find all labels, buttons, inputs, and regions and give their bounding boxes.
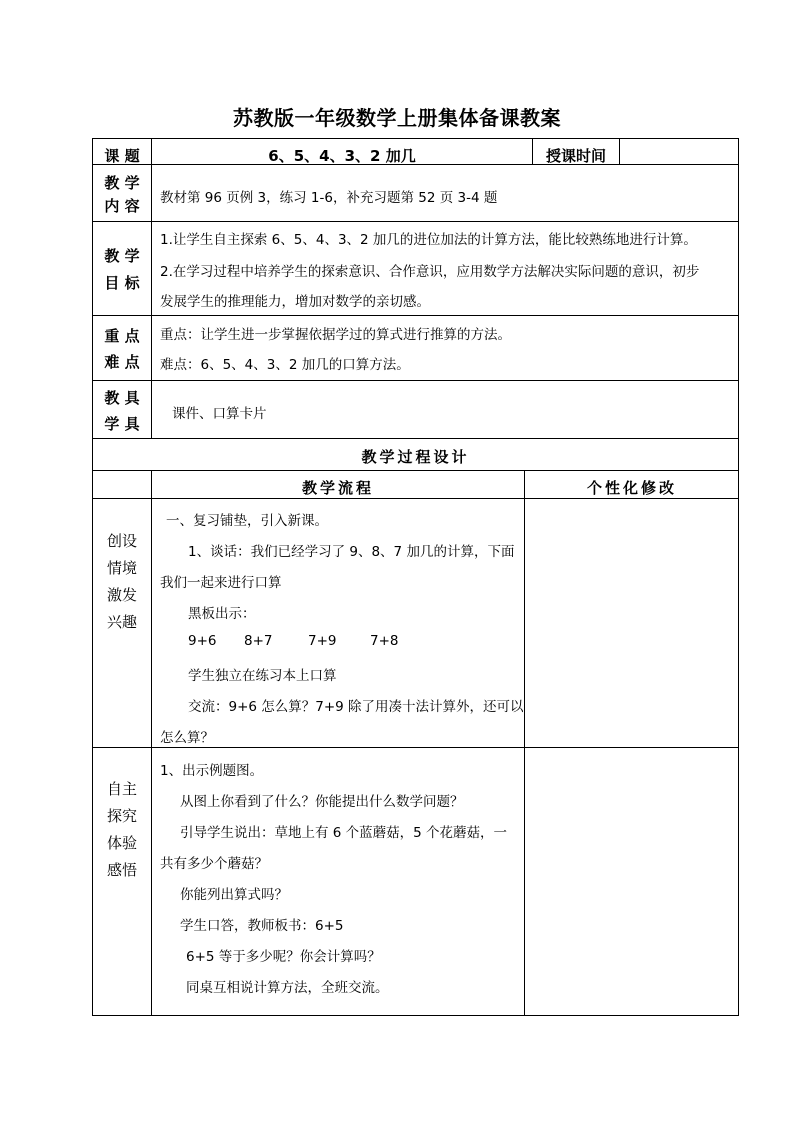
stage2-line: 你能列出算式吗？ [180, 887, 288, 903]
content-label-line: 内 容 [104, 197, 140, 215]
stage2-label-line: 感悟 [106, 861, 137, 879]
row-divider [92, 221, 739, 222]
stage2-line: 引导学生说出：草地上有 6 个蓝蘑菇，5 个花蘑菇，一 [180, 825, 508, 841]
row-divider [92, 380, 739, 381]
time-label: 授课时间 [545, 147, 606, 165]
goals-line: 2.在学习过程中培养学生的探索意识、合作意识，应用数学方法解决实际问题的意识，初步 [160, 264, 700, 280]
row-divider [92, 470, 739, 471]
goals-label [93, 243, 151, 297]
stage1-line: 黑板出示： [188, 606, 256, 622]
stage2-label-line: 体验 [106, 834, 137, 852]
stage2-label-line: 自主 [106, 780, 137, 798]
stage1-label-line: 兴趣 [106, 613, 137, 631]
expression: 7+8 [370, 633, 399, 649]
stage1-label-line: 情境 [106, 559, 137, 577]
row-divider [92, 315, 739, 316]
tools-label [93, 385, 151, 437]
flow-header: 教学流程 [301, 479, 374, 497]
stage1-line: 我们一起来进行口算 [160, 575, 282, 591]
column-divider [524, 470, 525, 1016]
column-divider [151, 138, 152, 438]
goals-line: 发展学生的推理能力，增加对数学的亲切感。 [160, 294, 430, 310]
expression: 7+9 [308, 633, 337, 649]
column-divider [619, 138, 620, 164]
tools-text: 课件、口算卡片 [172, 406, 267, 422]
stage1-line: 一、复习铺垫，引入新课。 [166, 513, 328, 529]
modify-header: 个性化修改 [586, 479, 677, 497]
keypoints-label-line: 难 点 [104, 353, 140, 371]
topic-value: 6、5、4、3、2 加几 [268, 147, 416, 165]
stage2-line: 同桌互相说计算方法，全班交流。 [186, 980, 389, 996]
tools-label-line: 学 具 [104, 415, 140, 433]
row-divider [92, 498, 739, 499]
keypoints-label [93, 323, 151, 375]
stage2-label [93, 776, 151, 884]
content-label-line: 教 学 [104, 174, 140, 192]
stage1-label [93, 528, 151, 636]
stage1-line: 学生独立在练习本上口算 [188, 668, 337, 684]
page-title: 苏教版一年级数学上册集体备课教案 [233, 106, 561, 130]
stage2-line: 学生口答，教师板书：6+5 [180, 918, 344, 934]
column-divider [151, 470, 152, 1016]
stage1-line: 怎么算？ [160, 730, 214, 746]
process-section-title: 教学过程设计 [361, 448, 470, 466]
content-label [93, 172, 151, 218]
keypoints-label-line: 重 点 [104, 327, 140, 345]
goals-line: 1.让学生自主探索 6、5、4、3、2 加几的进位加法的计算方法，能比较熟练地进行计算。 [160, 232, 697, 248]
stage2-line: 从图上你看到了什么？你能提出什么数学问题？ [180, 794, 464, 810]
goals-label-line: 目 标 [104, 274, 140, 292]
row-divider [92, 747, 739, 748]
row-divider [92, 438, 739, 439]
topic-label: 课 题 [104, 147, 140, 165]
expression: 8+7 [244, 633, 273, 649]
stage1-line: 交流：9+6 怎么算？7+9 除了用凑十法计算外，还可以 [188, 699, 524, 715]
stage2-label-line: 探究 [106, 807, 137, 825]
goals-label-line: 教 学 [104, 247, 140, 265]
stage1-label-line: 创设 [106, 532, 137, 550]
stage1-line: 1、谈话：我们已经学习了 9、8、7 加几的计算，下面 [188, 544, 515, 560]
stage1-label-line: 激发 [106, 586, 137, 604]
stage2-line: 6+5 等于多少呢？你会计算吗？ [186, 949, 381, 965]
stage2-line: 1、出示例题图。 [160, 763, 264, 779]
keypoints-line: 重点：让学生进一步掌握依据学过的算式进行推算的方法。 [160, 327, 511, 343]
expression: 9+6 [188, 633, 217, 649]
keypoints-line: 难点：6、5、4、3、2 加几的口算方法。 [160, 357, 410, 373]
tools-label-line: 教 具 [104, 389, 140, 407]
stage2-line: 共有多少个蘑菇？ [160, 856, 268, 872]
content-text: 教材第 96 页例 3，练习 1-6，补充习题第 52 页 3-4 题 [160, 190, 498, 206]
